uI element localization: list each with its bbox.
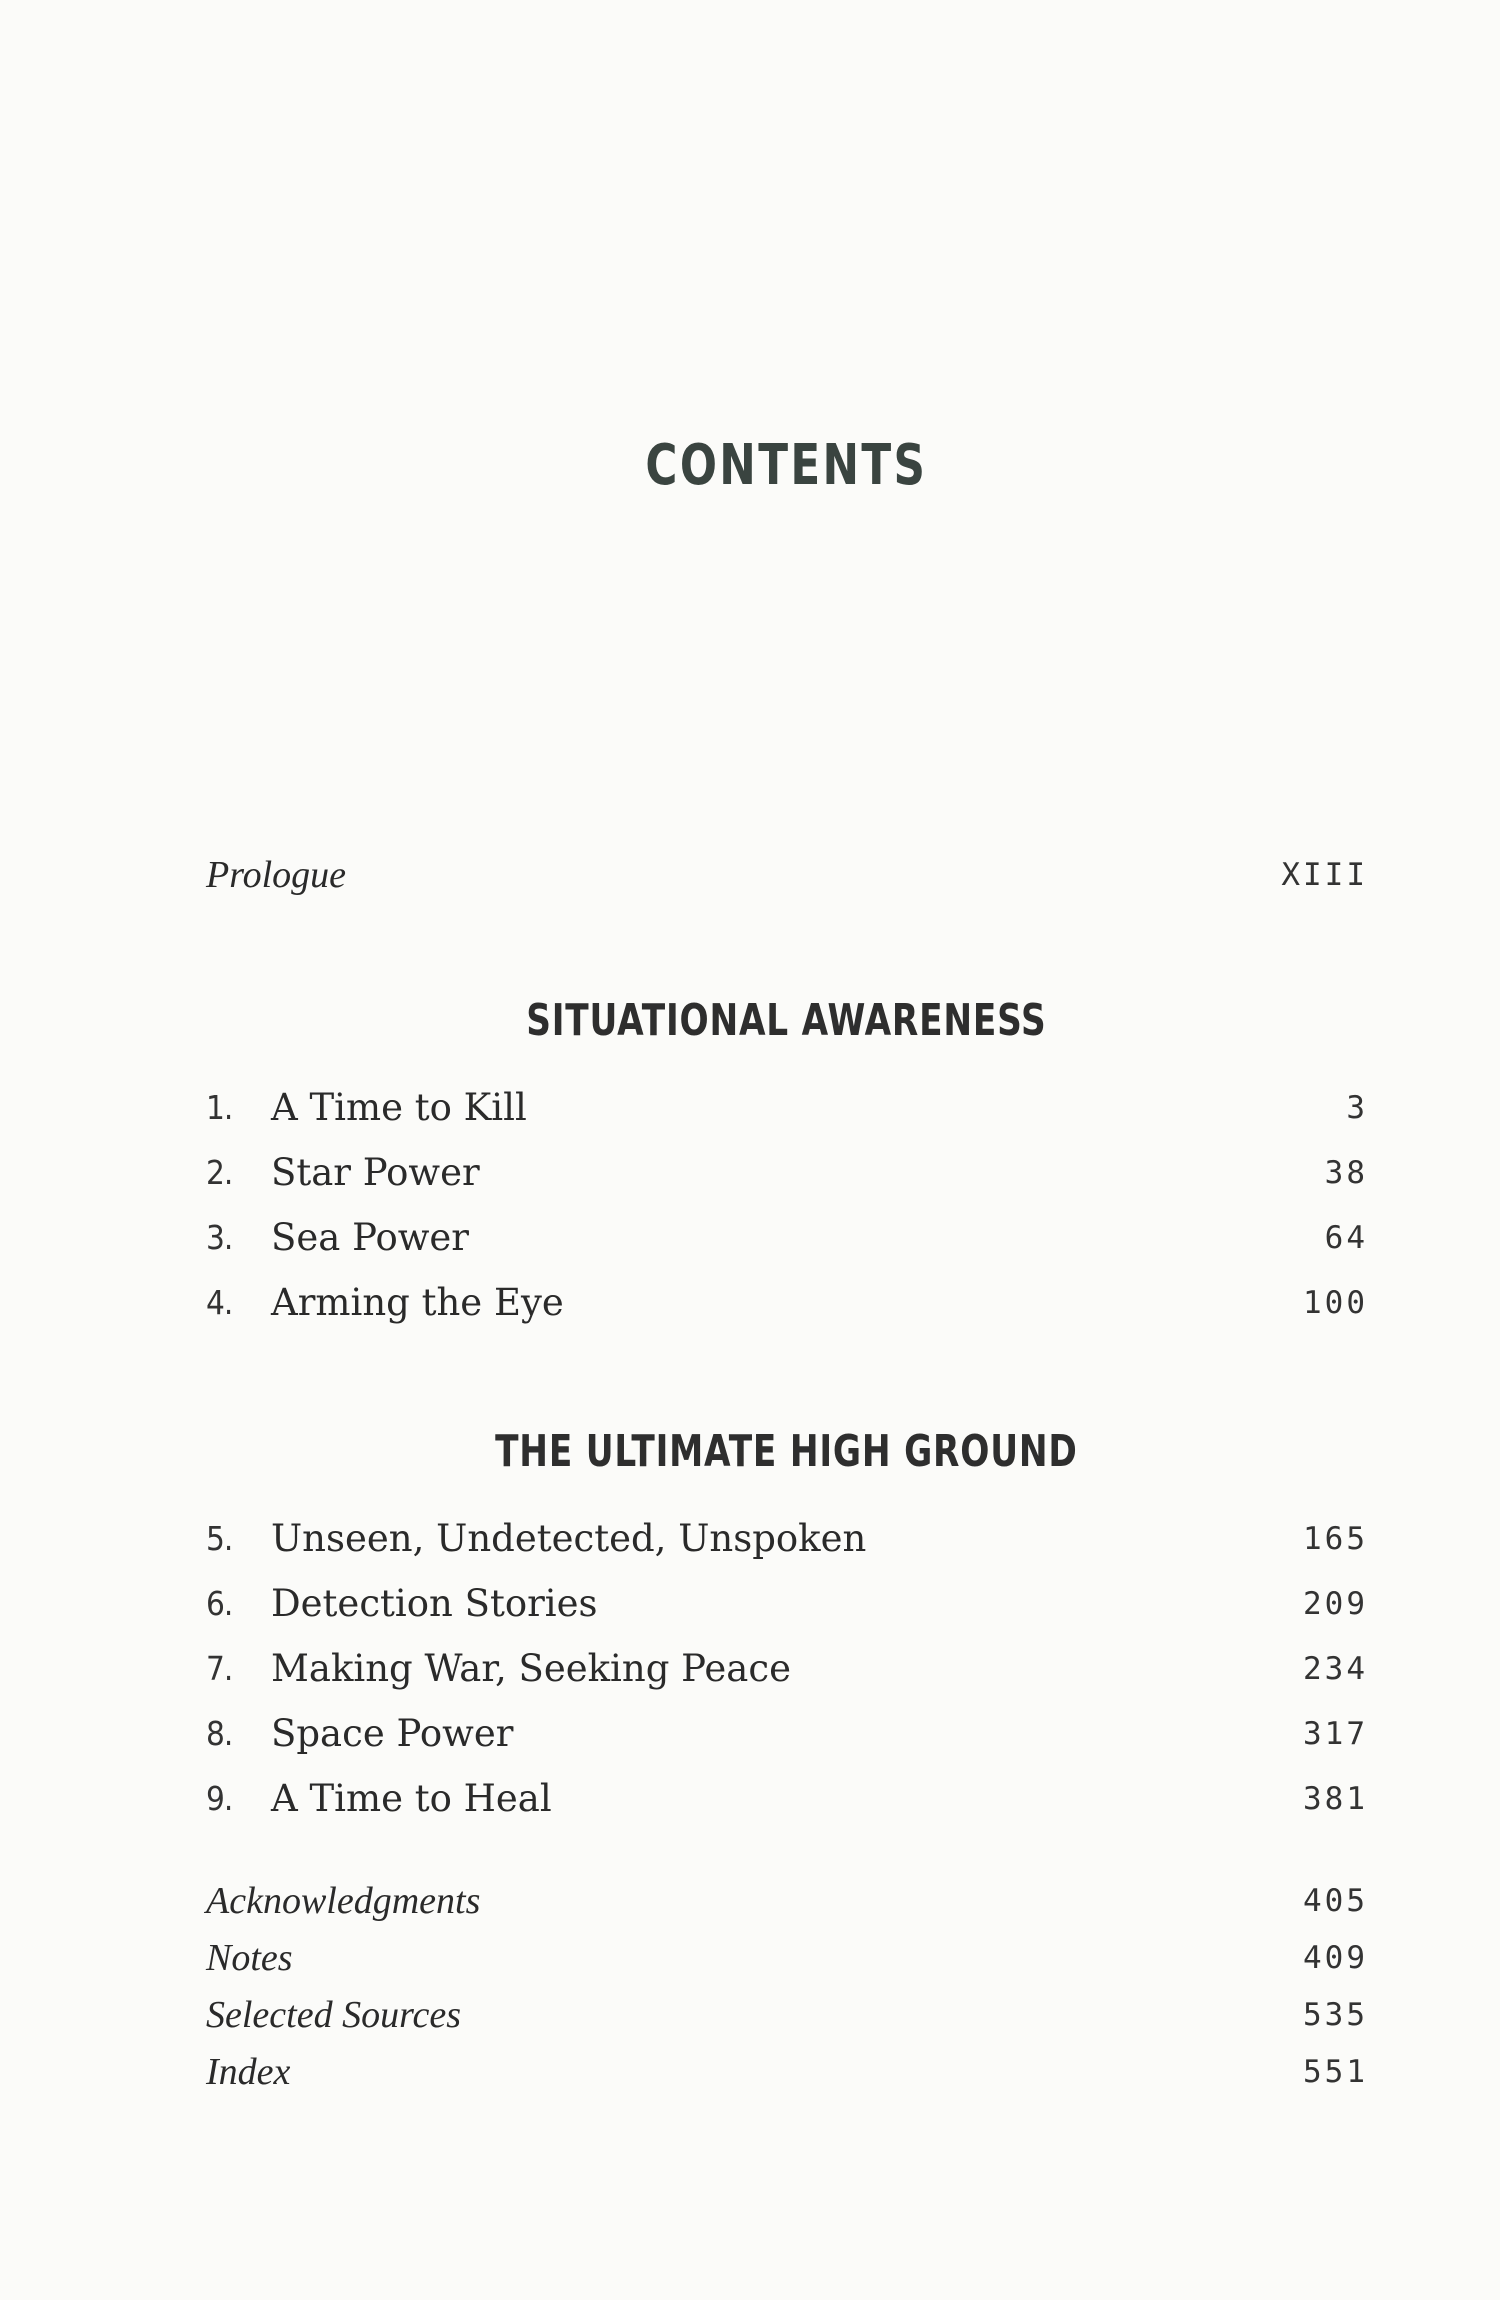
chapter-number: 1. [206,1088,233,1127]
part-title-2: THE ULTIMATE HIGH GROUND [495,1426,1078,1477]
entry-page-number: 3 [1346,1090,1368,1126]
chapter-number: 4. [206,1283,233,1322]
chapter-number: 2. [206,1153,233,1192]
entry-page-number: 209 [1303,1586,1368,1622]
toc-entry-chapter-1[interactable] [206,1083,1368,1133]
chapter-number: 9. [206,1779,233,1818]
entry-label: Selected Sources [206,1994,461,2036]
entry-page-number: XIII [1281,857,1368,893]
entry-page-number: 38 [1324,1155,1368,1191]
chapter-title: Arming the Eye [271,1281,564,1324]
entry-label: Acknowledgments [206,1880,481,1922]
chapter-title: A Time to Heal [271,1777,552,1820]
toc-entry-prologue[interactable] [206,850,1368,900]
entry-page-number: 100 [1303,1285,1368,1321]
entry-page-number: 234 [1303,1651,1368,1687]
toc-entry-chapter-3[interactable] [206,1213,1368,1263]
entry-page-number: 551 [1303,2054,1368,2090]
entry-page-number: 409 [1303,1940,1368,1976]
chapter-title: Detection Stories [271,1582,598,1625]
toc-entry-chapter-9[interactable] [206,1774,1368,1824]
entry-page-number: 165 [1303,1521,1368,1557]
part-title-1: SITUATIONAL AWARENESS [526,995,1047,1046]
chapter-title: Star Power [271,1151,480,1194]
toc-entry-chapter-8[interactable] [206,1709,1368,1759]
entry-page-number: 405 [1303,1883,1368,1919]
chapter-title: Unseen, Undetected, Unspoken [271,1517,867,1560]
chapter-number: 6. [206,1584,233,1623]
entry-page-number: 64 [1324,1220,1368,1256]
entry-label: Prologue [206,854,347,896]
chapter-title: A Time to Kill [271,1086,527,1129]
chapter-number: 5. [206,1519,233,1558]
entry-page-number: 381 [1303,1781,1368,1817]
chapter-number: 8. [206,1714,233,1753]
entry-label: Notes [206,1937,293,1979]
chapter-title: Space Power [271,1712,514,1755]
entry-label: Index [206,2051,291,2093]
entry-page-number: 535 [1303,1997,1368,2033]
toc-entry-chapter-6[interactable] [206,1579,1368,1629]
toc-entry-notes[interactable] [206,1933,1368,1983]
page-title: CONTENTS [645,433,928,498]
toc-entry-chapter-2[interactable] [206,1148,1368,1198]
chapter-number: 3. [206,1218,233,1257]
toc-entry-chapter-4[interactable] [206,1278,1368,1328]
chapter-number: 7. [206,1649,233,1688]
toc-entry-selected-sources[interactable] [206,1990,1368,2040]
toc-entry-chapter-7[interactable] [206,1644,1368,1694]
toc-entry-index[interactable] [206,2047,1368,2097]
toc-entry-chapter-5[interactable] [206,1514,1368,1564]
toc-entry-acknowledgments[interactable] [206,1876,1368,1926]
chapter-title: Making War, Seeking Peace [271,1647,791,1690]
entry-page-number: 317 [1303,1716,1368,1752]
chapter-title: Sea Power [271,1216,469,1259]
